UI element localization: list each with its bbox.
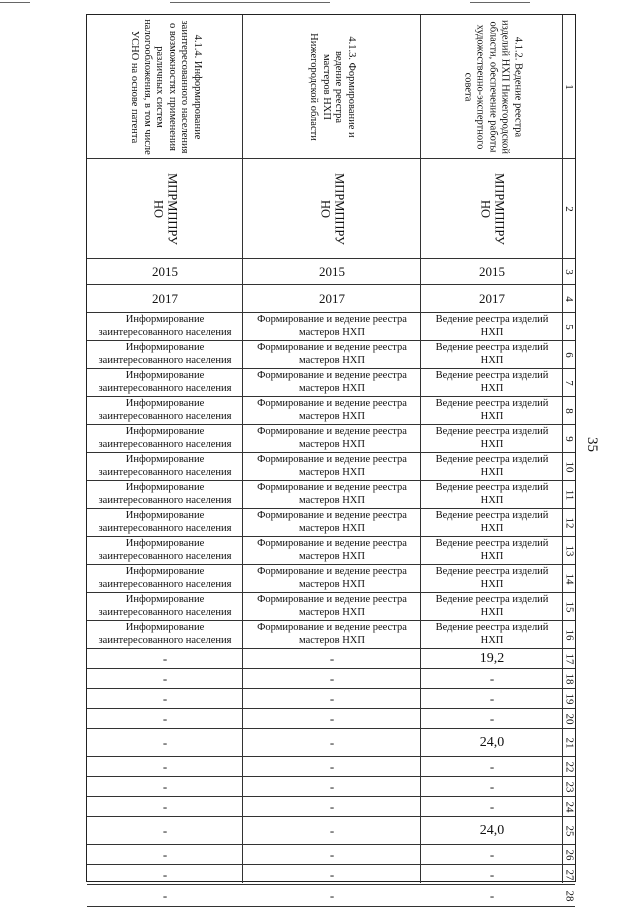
result-text: Информирование заинтересованного населения	[98, 622, 232, 646]
result-text: Формирование и ведение реестра мастеров НХП	[257, 510, 407, 534]
table-cell-desc	[421, 15, 563, 159]
result-text: Информирование заинтересованного населения	[98, 510, 232, 534]
column-number: 7	[563, 379, 575, 386]
table-cell	[243, 797, 421, 817]
column-number: 20	[563, 713, 575, 724]
table-cell	[243, 369, 421, 397]
column-number: 10	[563, 461, 575, 472]
value-cell: -	[162, 671, 168, 686]
table-cell	[87, 397, 243, 425]
value-cell: -	[162, 888, 168, 903]
table-cell	[87, 817, 243, 845]
table-cell	[243, 481, 421, 509]
table-cell	[243, 709, 421, 729]
result-text: Ведение реестра изделий НХП	[435, 594, 549, 618]
table-cell-desc	[87, 15, 243, 159]
table-row	[87, 777, 575, 797]
table-cell	[87, 369, 243, 397]
column-number: 28	[563, 890, 575, 901]
table-row	[87, 885, 575, 907]
column-number: 26	[563, 849, 575, 860]
table-cell	[421, 369, 563, 397]
column-number: 1	[563, 83, 575, 90]
value-cell: -	[162, 651, 168, 666]
table-cell	[243, 729, 421, 757]
result-text: Формирование и ведение реестра мастеров НХП	[257, 566, 407, 590]
table-row	[87, 285, 575, 313]
column-divider	[420, 15, 421, 883]
table-cell	[243, 341, 421, 369]
table-cell	[243, 593, 421, 621]
table-row	[87, 369, 575, 397]
column-number: 25	[563, 825, 575, 836]
table-cell	[87, 757, 243, 777]
value-cell: -	[329, 651, 335, 666]
description-text: 4.1.3. Формирование и ведение реестра мастеров НХП Нижегородской области	[308, 33, 358, 141]
table-row	[87, 817, 575, 845]
column-number: 8	[563, 407, 575, 414]
value-cell: -	[329, 867, 335, 882]
result-text: Формирование и ведение реестра мастеров НХП	[257, 594, 407, 618]
table-row	[87, 593, 575, 621]
column-number: 18	[563, 673, 575, 684]
result-text: Ведение реестра изделий НХП	[435, 566, 549, 590]
table-cell	[87, 649, 243, 669]
table-cell	[87, 885, 243, 907]
table-cell	[87, 689, 243, 709]
start-year: 2015	[319, 264, 345, 279]
column-number: 27	[563, 869, 575, 880]
result-text: Формирование и ведение реестра мастеров НХП	[257, 342, 407, 366]
table-cell	[421, 341, 563, 369]
result-text: Информирование заинтересованного населения	[98, 370, 232, 394]
table-row	[87, 797, 575, 817]
executor-text: МПРМППРУ НО	[151, 173, 180, 245]
table-cell	[421, 885, 563, 907]
table-cell	[87, 621, 243, 649]
table-row	[87, 313, 575, 341]
result-text: Информирование заинтересованного населения	[98, 538, 232, 562]
table-row	[87, 709, 575, 729]
value-cell: -	[329, 671, 335, 686]
table-cell	[243, 537, 421, 565]
column-number: 14	[563, 573, 575, 584]
table-cell	[87, 777, 243, 797]
rotated-data-table	[86, 14, 576, 903]
table-cell	[421, 797, 563, 817]
result-text: Ведение реестра изделий НХП	[435, 342, 549, 366]
page-number: 35	[584, 437, 600, 452]
column-number: 3	[563, 268, 575, 275]
table-cell	[421, 425, 563, 453]
table-cell	[87, 453, 243, 481]
end-year: 2017	[152, 291, 178, 306]
value-cell: -	[489, 888, 495, 903]
end-year: 2017	[319, 291, 345, 306]
end-year: 2017	[479, 291, 505, 306]
value-cell: -	[489, 759, 495, 774]
value-cell: -	[329, 847, 335, 862]
table-cell	[421, 453, 563, 481]
scan-mark	[470, 2, 530, 3]
result-text: Формирование и ведение реестра мастеров НХП	[257, 370, 407, 394]
result-text: Информирование заинтересованного населения	[98, 398, 232, 422]
result-text: Информирование заинтересованного населения	[98, 426, 232, 450]
value-cell: -	[329, 735, 335, 750]
column-number: 4	[563, 295, 575, 302]
table-cell	[87, 285, 243, 313]
executor-text: МПРМППРУ НО	[478, 173, 507, 245]
result-text: Информирование заинтересованного населения	[98, 342, 232, 366]
table-cell	[421, 649, 563, 669]
result-text: Ведение реестра изделий НХП	[435, 314, 549, 338]
table-row	[87, 565, 575, 593]
table-cell	[421, 845, 563, 865]
column-number: 11	[563, 489, 575, 500]
table-cell	[421, 757, 563, 777]
column-number: 16	[563, 629, 575, 640]
value-cell: -	[329, 759, 335, 774]
result-text: Ведение реестра изделий НХП	[435, 370, 549, 394]
table-cell	[421, 621, 563, 649]
column-number: 12	[563, 517, 575, 528]
column-number: 2	[563, 205, 575, 212]
table-cell	[421, 865, 563, 885]
table-row	[87, 669, 575, 689]
table-row	[87, 481, 575, 509]
table-row	[87, 341, 575, 369]
table-cell	[87, 845, 243, 865]
table-row	[87, 729, 575, 757]
value-cell: -	[489, 799, 495, 814]
table-cell	[87, 259, 243, 285]
value-cell: 19,2	[479, 651, 505, 666]
column-divider	[562, 15, 563, 883]
table-cell	[421, 397, 563, 425]
table-row	[87, 865, 575, 885]
table-cell	[87, 593, 243, 621]
table-cell	[243, 885, 421, 907]
description-text: 4.1.4. Информирование заинтересованного населения о возможностях применения различных систем налогообложения, в том числе УСНО на основе патента	[128, 19, 203, 155]
table-cell-desc	[243, 15, 421, 159]
column-divider	[242, 15, 243, 883]
column-number: 9	[563, 435, 575, 442]
table-cell	[87, 729, 243, 757]
table-cell	[243, 777, 421, 797]
description-text: 4.1.2. Ведение реестра изделий НХП Нижегородской области, обеспечение работы художественно-экспертного совета	[462, 20, 524, 154]
table-cell	[243, 845, 421, 865]
table-cell	[243, 621, 421, 649]
table-cell	[421, 669, 563, 689]
table-cell	[87, 669, 243, 689]
result-text: Формирование и ведение реестра мастеров НХП	[257, 454, 407, 478]
table-cell	[421, 313, 563, 341]
table-cell	[87, 865, 243, 885]
result-text: Формирование и ведение реестра мастеров НХП	[257, 398, 407, 422]
table-row	[87, 845, 575, 865]
table-cell	[421, 729, 563, 757]
result-text: Ведение реестра изделий НХП	[435, 510, 549, 534]
result-text: Ведение реестра изделий НХП	[435, 426, 549, 450]
table-cell	[243, 397, 421, 425]
start-year: 2015	[479, 264, 505, 279]
table-cell	[243, 757, 421, 777]
result-text: Информирование заинтересованного населения	[98, 566, 232, 590]
result-text: Ведение реестра изделий НХП	[435, 622, 549, 646]
table-cell	[243, 865, 421, 885]
table-cell	[243, 509, 421, 537]
table-cell	[421, 565, 563, 593]
result-text: Ведение реестра изделий НХП	[435, 398, 549, 422]
table-cell	[421, 259, 563, 285]
table-cell	[87, 565, 243, 593]
table-cell	[87, 425, 243, 453]
table-row-col1	[87, 15, 575, 159]
result-text: Ведение реестра изделий НХП	[435, 482, 549, 506]
table-cell	[421, 817, 563, 845]
executor-text: МПРМППРУ НО	[318, 173, 347, 245]
value-cell: -	[489, 671, 495, 686]
table-cell	[87, 797, 243, 817]
table-cell	[421, 777, 563, 797]
table-cell	[243, 817, 421, 845]
table-cell	[421, 709, 563, 729]
value-cell: 24,0	[479, 823, 505, 838]
value-cell: -	[162, 711, 168, 726]
value-cell: -	[162, 691, 168, 706]
value-cell: -	[489, 847, 495, 862]
result-text: Информирование заинтересованного населения	[98, 314, 232, 338]
table-cell	[421, 537, 563, 565]
table-row	[87, 397, 575, 425]
table-row	[87, 689, 575, 709]
result-text: Формирование и ведение реестра мастеров НХП	[257, 426, 407, 450]
table-cell	[421, 689, 563, 709]
column-number: 19	[563, 693, 575, 704]
value-cell: -	[329, 779, 335, 794]
value-cell: -	[162, 799, 168, 814]
column-number: 13	[563, 545, 575, 556]
table-cell	[243, 285, 421, 313]
scan-mark	[0, 2, 30, 3]
result-text: Ведение реестра изделий НХП	[435, 538, 549, 562]
value-cell: -	[489, 711, 495, 726]
table-cell	[243, 259, 421, 285]
value-cell: -	[162, 867, 168, 882]
value-cell: -	[162, 735, 168, 750]
table-cell	[243, 453, 421, 481]
column-number: 24	[563, 801, 575, 812]
table-cell	[87, 341, 243, 369]
value-cell: -	[489, 867, 495, 882]
column-number: 15	[563, 601, 575, 612]
table-row	[87, 621, 575, 649]
table-cell	[87, 537, 243, 565]
table-cell	[421, 285, 563, 313]
result-text: Формирование и ведение реестра мастеров НХП	[257, 482, 407, 506]
value-cell: -	[162, 823, 168, 838]
table-cell	[421, 593, 563, 621]
table-cell	[243, 425, 421, 453]
scan-mark	[170, 2, 330, 3]
table-cell	[87, 481, 243, 509]
result-text: Формирование и ведение реестра мастеров НХП	[257, 314, 407, 338]
table-row	[87, 259, 575, 285]
result-text: Формирование и ведение реестра мастеров НХП	[257, 622, 407, 646]
table-row	[87, 537, 575, 565]
table-cell	[421, 509, 563, 537]
table-cell-executor	[243, 159, 421, 259]
table-row	[87, 649, 575, 669]
table-row	[87, 757, 575, 777]
value-cell: -	[329, 711, 335, 726]
value-cell: -	[329, 888, 335, 903]
column-number: 6	[563, 351, 575, 358]
value-cell: -	[489, 779, 495, 794]
table-cell	[243, 689, 421, 709]
result-text: Информирование заинтересованного населения	[98, 454, 232, 478]
table-cell	[243, 565, 421, 593]
column-number: 17	[563, 653, 575, 664]
table-row	[87, 509, 575, 537]
value-cell: -	[489, 691, 495, 706]
table-cell	[87, 509, 243, 537]
column-number: 23	[563, 781, 575, 792]
result-text: Ведение реестра изделий НХП	[435, 454, 549, 478]
table-cell	[87, 709, 243, 729]
result-text: Информирование заинтересованного населения	[98, 594, 232, 618]
value-cell: -	[162, 759, 168, 774]
column-number: 22	[563, 761, 575, 772]
value-cell: -	[162, 847, 168, 862]
table-cell	[243, 313, 421, 341]
value-cell: 24,0	[479, 735, 505, 750]
result-text: Информирование заинтересованного населения	[98, 482, 232, 506]
table-cell	[421, 481, 563, 509]
table-cell	[243, 669, 421, 689]
table-row	[87, 425, 575, 453]
table-row	[87, 453, 575, 481]
column-number: 5	[563, 323, 575, 330]
table-cell-executor	[421, 159, 563, 259]
value-cell: -	[162, 779, 168, 794]
value-cell: -	[329, 691, 335, 706]
result-text: Формирование и ведение реестра мастеров НХП	[257, 538, 407, 562]
table-cell	[243, 649, 421, 669]
table-row-col2	[87, 159, 575, 259]
table-cell-executor	[87, 159, 243, 259]
value-cell: -	[329, 799, 335, 814]
table-cell	[87, 313, 243, 341]
column-number: 21	[563, 737, 575, 748]
value-cell: -	[329, 823, 335, 838]
start-year: 2015	[152, 264, 178, 279]
